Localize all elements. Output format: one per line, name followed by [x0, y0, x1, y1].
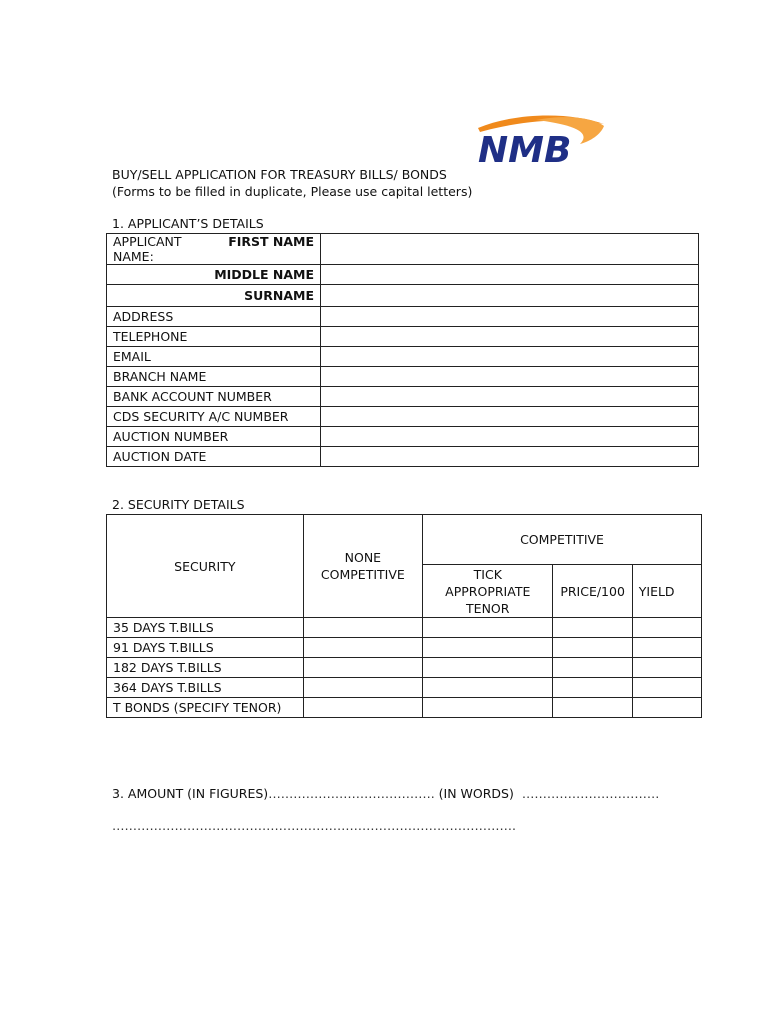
- tick-tenor-cell[interactable]: [423, 698, 553, 718]
- price-cell[interactable]: [553, 698, 632, 718]
- telephone-label: TELEPHONE: [107, 327, 321, 347]
- auction-date-field[interactable]: [321, 447, 699, 467]
- yield-header: YIELD: [632, 565, 701, 618]
- cds-account-number-field[interactable]: [321, 407, 699, 427]
- amount-figures-label: 3. AMOUNT (IN FIGURES): [112, 786, 269, 801]
- middle-name-field[interactable]: [321, 265, 699, 285]
- telephone-field[interactable]: [321, 327, 699, 347]
- table-row: [107, 638, 702, 658]
- amount-words-continuation: [112, 818, 516, 833]
- none-competitive-header: NONE COMPETITIVE: [303, 515, 422, 618]
- form-title: BUY/SELL APPLICATION FOR TREASURY BILLS/ BONDS: [112, 167, 447, 182]
- table-row: [107, 658, 702, 678]
- table-row: [107, 347, 699, 367]
- security-details-table: [106, 514, 702, 718]
- amount-line: [112, 786, 659, 801]
- form-subtitle: (Forms to be filled in duplicate, Please use capital letters): [112, 184, 473, 199]
- row-364-days-label: 364 DAYS T.BILLS: [107, 678, 304, 698]
- table-row: [107, 427, 699, 447]
- table-row: [107, 407, 699, 427]
- tick-tenor-header: TICK APPROPRIATE TENOR: [423, 565, 553, 618]
- yield-cell[interactable]: [632, 698, 701, 718]
- auction-number-field[interactable]: [321, 427, 699, 447]
- price-cell[interactable]: [553, 618, 632, 638]
- table-row: [107, 387, 699, 407]
- email-label: EMAIL: [107, 347, 321, 367]
- form-heading: [112, 166, 472, 200]
- none-competitive-cell[interactable]: [303, 658, 422, 678]
- table-row: [107, 265, 699, 285]
- branch-name-label: BRANCH NAME: [107, 367, 321, 387]
- tick-tenor-cell[interactable]: [423, 678, 553, 698]
- auction-number-label: AUCTION NUMBER: [107, 427, 321, 447]
- section-security-title: 2. SECURITY DETAILS: [112, 497, 245, 512]
- nmb-logo-text: NMB: [478, 130, 572, 170]
- section-applicant-title: 1. APPLICANT’S DETAILS: [112, 216, 264, 231]
- first-name-label: APPLICANT NAME: FIRST NAME: [107, 234, 321, 265]
- cds-account-number-label: CDS SECURITY A/C NUMBER: [107, 407, 321, 427]
- row-35-days-label: 35 DAYS T.BILLS: [107, 618, 304, 638]
- branch-name-field[interactable]: [321, 367, 699, 387]
- surname-field[interactable]: [321, 285, 699, 307]
- email-field[interactable]: [321, 347, 699, 367]
- amount-figures-field[interactable]: ………………………………….: [268, 786, 435, 801]
- price-cell[interactable]: [553, 658, 632, 678]
- row-t-bonds-label: T BONDS (SPECIFY TENOR): [107, 698, 304, 718]
- table-row: [107, 367, 699, 387]
- amount-words-continuation-field[interactable]: …………………………………………………………………………………….: [112, 818, 516, 833]
- table-row: [107, 327, 699, 347]
- yield-cell[interactable]: [632, 678, 701, 698]
- row-91-days-label: 91 DAYS T.BILLS: [107, 638, 304, 658]
- yield-cell[interactable]: [632, 638, 701, 658]
- nmb-logo: [476, 114, 606, 170]
- surname-label: SURNAME: [107, 285, 321, 307]
- amount-words-field[interactable]: ……………………………: [521, 786, 660, 801]
- address-field[interactable]: [321, 307, 699, 327]
- applicant-name-label: APPLICANT NAME:: [113, 234, 182, 264]
- table-row: [107, 678, 702, 698]
- address-label: ADDRESS: [107, 307, 321, 327]
- yield-cell[interactable]: [632, 618, 701, 638]
- none-competitive-cell[interactable]: [303, 698, 422, 718]
- table-row: [107, 285, 699, 307]
- applicant-details-table: [106, 233, 699, 467]
- yield-cell[interactable]: [632, 658, 701, 678]
- table-row: [107, 447, 699, 467]
- tick-tenor-cell[interactable]: [423, 658, 553, 678]
- none-competitive-cell[interactable]: [303, 678, 422, 698]
- none-competitive-cell[interactable]: [303, 638, 422, 658]
- auction-date-label: AUCTION DATE: [107, 447, 321, 467]
- header-row: [107, 515, 702, 565]
- table-row: [107, 698, 702, 718]
- competitive-header: COMPETITIVE: [423, 515, 702, 565]
- tick-tenor-cell[interactable]: [423, 618, 553, 638]
- bank-account-number-label: BANK ACCOUNT NUMBER: [107, 387, 321, 407]
- price-header: PRICE/100: [553, 565, 632, 618]
- table-row: [107, 618, 702, 638]
- price-cell[interactable]: [553, 638, 632, 658]
- security-header: SECURITY: [107, 515, 304, 618]
- middle-name-label: MIDDLE NAME: [107, 265, 321, 285]
- row-182-days-label: 182 DAYS T.BILLS: [107, 658, 304, 678]
- none-competitive-cell[interactable]: [303, 618, 422, 638]
- table-row: [107, 307, 699, 327]
- nmb-logo-graphic: [476, 114, 606, 170]
- price-cell[interactable]: [553, 678, 632, 698]
- table-row: [107, 234, 699, 265]
- amount-words-label: (IN WORDS): [434, 786, 514, 801]
- first-name-field[interactable]: [321, 234, 699, 265]
- tick-tenor-cell[interactable]: [423, 638, 553, 658]
- bank-account-number-field[interactable]: [321, 387, 699, 407]
